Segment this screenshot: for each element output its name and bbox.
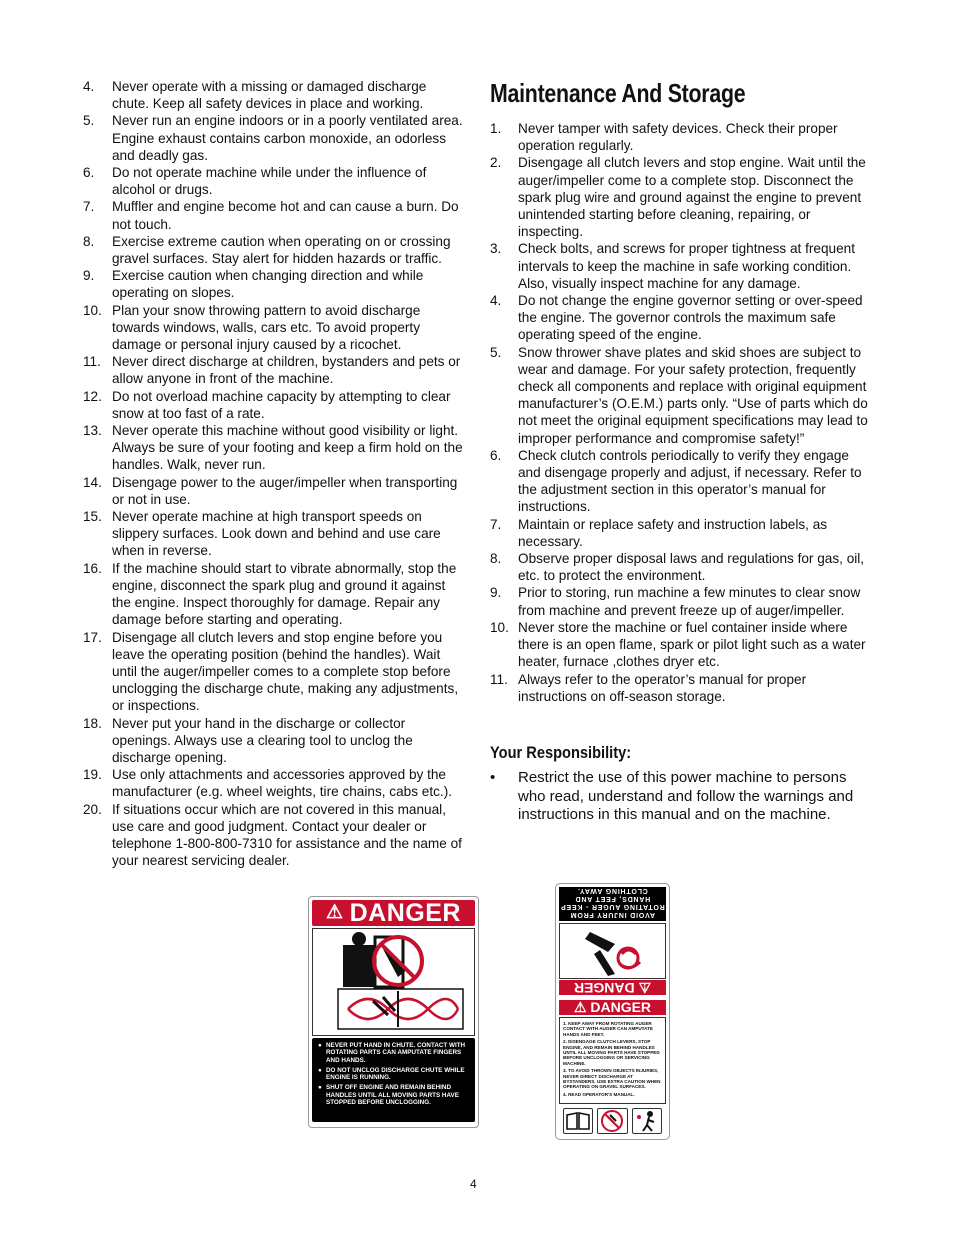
item-number: 6. bbox=[490, 447, 502, 463]
item-number: 10. bbox=[490, 619, 509, 635]
item-number: 3. bbox=[490, 241, 502, 257]
item-number: 5. bbox=[83, 113, 95, 129]
item-number: 17. bbox=[83, 629, 102, 645]
item-text: Never operate this machine without good visibility or light. Always be sure of your footing and keep a firm hold on the handles. Walk, never run. bbox=[112, 423, 463, 473]
item-number: 15. bbox=[83, 509, 102, 525]
list-item bbox=[83, 801, 463, 870]
item-number: 16. bbox=[83, 560, 102, 576]
list-item bbox=[490, 671, 870, 705]
item-text: Never store the machine or fuel container inside where there is an open flame, spark or pilot light such as a water heater, furnace ,clothes dryer etc. bbox=[518, 619, 866, 670]
item-text: If situations occur which are not covered in this manual, use care and good judgment. Contact your dealer or telephone 1-800-800-7310 for assistance and the name of your nearest servicing dealer. bbox=[112, 801, 462, 869]
list-item bbox=[490, 344, 870, 447]
item-number: 7. bbox=[490, 516, 502, 532]
item-text: Check clutch controls periodically to verify they engage and disengage properly and adjust, if necessary. Refer to the adjustment section in this operator’s manual for instructions. bbox=[518, 447, 862, 515]
item-number: 1. bbox=[490, 121, 502, 136]
instruction-item: 4. READ OPERATOR'S MANUAL. bbox=[563, 1091, 635, 1097]
item-text: Disengage all clutch levers and stop engine before you leave the operating position (behind the handles). Wait until the auger/impeller comes to a complete stop before unclogging the discharge chute, making any adjustments, or inspections. bbox=[112, 629, 459, 714]
item-text: Never tamper with safety devices. Check their proper operation regularly. bbox=[518, 121, 838, 154]
item-text: Maintain or replace safety and instruction labels, as necessary. bbox=[518, 516, 828, 549]
item-text: Never run an engine indoors or in a poorly ventilated area. Engine exhaust contains carbon monoxide, an odorless and deadly gas. bbox=[112, 113, 463, 163]
list-item bbox=[490, 240, 870, 292]
list-item bbox=[83, 388, 463, 422]
list-item bbox=[83, 766, 463, 800]
item-number: 12. bbox=[83, 388, 102, 404]
auger-instructions bbox=[559, 1017, 666, 1104]
responsibility-item bbox=[490, 769, 870, 825]
list-item bbox=[83, 164, 463, 198]
instruction-item: 1. KEEP AWAY FROM ROTATING AUGER CONTACT WITH AUGER CAN AMPUTATE HANDS AND FEET. bbox=[563, 1021, 653, 1037]
item-number: 4. bbox=[83, 79, 95, 94]
item-text: Observe proper disposal laws and regulations for gas, oil, etc. to protect the environment. bbox=[518, 551, 865, 584]
pictogram-row bbox=[559, 1106, 666, 1136]
list-item bbox=[83, 78, 463, 112]
item-number: 5. bbox=[490, 344, 502, 360]
item-text: Exercise caution when changing direction and while operating on slopes. bbox=[112, 268, 424, 301]
list-item bbox=[490, 619, 870, 671]
danger-header-text: DANGER bbox=[349, 899, 461, 927]
danger-header-inverted: ⚠ DANGER bbox=[559, 980, 666, 995]
responsibility-text: Restrict the use of this power machine to persons who read, understand and follow the warnings and instructions in this manual and on the machine. bbox=[518, 768, 854, 824]
list-item bbox=[490, 292, 870, 344]
instruction-item: 3. TO AVOID THROWN OBJECTS INJURIES, NEVER DIRECT DISCHARGE AT BYSTANDERS. USE EXTRA CAUTION WHEN OPERATING ON GRAVEL SURFACES. bbox=[563, 1068, 661, 1090]
list-item bbox=[83, 267, 463, 301]
item-text: Do not change the engine governor setting or over-speed the engine. The governor controls the maximum safe operating speed of the engine. bbox=[518, 293, 863, 343]
item-text: If the machine should start to vibrate abnormally, stop the engine, disconnect the spark plug and ground it against the engine. Inspect thoroughly for damage. Repair any damage before starting and operating. bbox=[112, 560, 457, 628]
list-item bbox=[83, 508, 463, 560]
item-number: 20. bbox=[83, 801, 102, 817]
item-number: 9. bbox=[490, 585, 502, 601]
list-item bbox=[83, 233, 463, 267]
list-item bbox=[490, 550, 870, 584]
rotating-auger-icon bbox=[560, 924, 665, 978]
auger-warning-text: AVOID INJURY FROM ROTATING AUGER - KEEP HANDS, FEET AND CLOTHING AWAY. bbox=[559, 887, 666, 921]
warning-triangle-icon: ⚠ bbox=[326, 902, 344, 923]
danger-header: ⚠ DANGER bbox=[559, 1000, 666, 1015]
page-number: 4 bbox=[470, 1177, 477, 1191]
maintenance-column bbox=[490, 78, 870, 825]
item-text: Never put your hand in the discharge or collector openings. Always use a clearing tool to unclog the discharge opening. bbox=[112, 715, 413, 765]
item-number: 10. bbox=[83, 302, 102, 318]
list-item bbox=[490, 120, 870, 154]
instruction-item: ● NEVER PUT HAND IN CHUTE. CONTACT WITH ROTATING PARTS CAN AMPUTATE FINGERS AND HANDS. bbox=[318, 1042, 471, 1064]
item-number: 11. bbox=[490, 671, 508, 687]
safety-rules-list bbox=[83, 78, 463, 869]
item-number: 8. bbox=[490, 551, 502, 567]
item-number: 6. bbox=[83, 165, 95, 181]
list-item bbox=[83, 629, 463, 715]
responsibility-title: Your Responsibility: bbox=[490, 742, 632, 762]
item-text: Use only attachments and accessories approved by the manufacturer (e.g. wheel weights, tire chains, cabs etc.). bbox=[112, 767, 452, 800]
item-text: Never operate with a missing or damaged discharge chute. Keep all safety devices in place and working. bbox=[112, 79, 427, 112]
list-item bbox=[490, 154, 870, 240]
list-item bbox=[83, 302, 463, 354]
danger-instructions bbox=[312, 1038, 475, 1122]
maintenance-title: Maintenance And Storage bbox=[490, 78, 746, 108]
bullet: • bbox=[490, 768, 496, 786]
list-item bbox=[83, 112, 463, 164]
instruction-item: 2. DISENGAGE CLUTCH LEVERS, STOP ENGINE, AND REMAIN BEHIND HANDLES UNTIL ALL MOVING PARTS HAVE STOPPED BEFORE UNCLOGGING OR SERVICING MACHINE. bbox=[563, 1039, 660, 1066]
item-number: 13. bbox=[83, 423, 102, 439]
item-number: 2. bbox=[490, 155, 502, 171]
item-number: 11. bbox=[83, 354, 101, 370]
list-item bbox=[83, 474, 463, 508]
item-text: Snow thrower shave plates and skid shoes are subject to wear and damage. For your safety protection, frequently check all components and replace with original equipment manufacturer’s (O.E.M.) parts only. “Use of parts which do not meet the original equipment specifications may lead to improper performance and compromise safety!” bbox=[518, 344, 868, 446]
item-text: Check bolts, and screws for proper tightness at frequent intervals to keep the machine in safe working condition. Also, visually inspect machine for any damage. bbox=[518, 241, 855, 291]
item-number: 19. bbox=[83, 767, 102, 783]
item-number: 4. bbox=[490, 293, 502, 309]
list-item bbox=[83, 353, 463, 387]
list-item bbox=[490, 447, 870, 516]
auger-pictogram bbox=[559, 923, 666, 979]
item-text: Never direct discharge at children, bystanders and pets or allow anyone in front of the machine. bbox=[112, 354, 461, 387]
item-text: Prior to storing, run machine a few minutes to clear snow from machine and prevent freeze up of auger/impeller. bbox=[518, 585, 861, 618]
list-item bbox=[83, 560, 463, 629]
no-hand-in-chute-icon bbox=[313, 929, 474, 1035]
list-item bbox=[490, 516, 870, 550]
list-item bbox=[490, 584, 870, 618]
item-text: Plan your snow throwing pattern to avoid discharge towards windows, walls, cars etc. To avoid property damage or personal injury caused by a ricochet. bbox=[112, 302, 421, 353]
no-hand-icon bbox=[597, 1108, 627, 1134]
item-text: Muffler and engine become hot and can cause a burn. Do not touch. bbox=[112, 199, 459, 232]
hand-in-chute-pictogram bbox=[312, 928, 475, 1036]
item-number: 18. bbox=[83, 715, 102, 731]
item-text: Never operate machine at high transport speeds on slippery surfaces. Look down and behind and use care when in reverse. bbox=[112, 509, 441, 559]
item-text: Always refer to the operator’s manual for proper instructions on off-season storage. bbox=[518, 671, 807, 704]
danger-header bbox=[312, 900, 475, 926]
maintenance-list bbox=[490, 120, 870, 705]
manual-icon bbox=[563, 1108, 593, 1134]
danger-label-auger bbox=[555, 883, 670, 1140]
item-text: Do not overload machine capacity by attempting to clear snow at too fast of a rate. bbox=[112, 388, 451, 421]
instruction-item: ● DO NOT UNCLOG DISCHARGE CHUTE WHILE ENGINE IS RUNNING. bbox=[318, 1067, 471, 1082]
item-text: Do not operate machine while under the influence of alcohol or drugs. bbox=[112, 165, 427, 198]
thrown-object-icon bbox=[632, 1108, 662, 1134]
item-number: 14. bbox=[83, 474, 102, 490]
list-item bbox=[83, 422, 463, 474]
item-text: Exercise extreme caution when operating on or crossing gravel surfaces. Stay alert for hidden hazards or traffic. bbox=[112, 233, 451, 267]
instruction-item: ● SHUT OFF ENGINE AND REMAIN BEHIND HANDLES UNTIL ALL MOVING PARTS HAVE STOPPED BEFORE UNCLOGGING. bbox=[318, 1084, 471, 1106]
danger-label-chute bbox=[308, 896, 479, 1128]
list-item bbox=[83, 198, 463, 232]
item-number: 8. bbox=[83, 233, 95, 249]
item-number: 7. bbox=[83, 199, 95, 215]
list-item bbox=[83, 715, 463, 767]
safety-rules-column bbox=[83, 78, 463, 869]
item-text: Disengage power to the auger/impeller when transporting or not in use. bbox=[112, 474, 458, 507]
item-text: Disengage all clutch levers and stop engine. Wait until the auger/impeller come to a complete stop. Disconnect the spark plug wire and ground against the engine to prevent unintended starting before cleaning, repairing, or inspecting. bbox=[518, 155, 866, 240]
item-number: 9. bbox=[83, 268, 95, 284]
